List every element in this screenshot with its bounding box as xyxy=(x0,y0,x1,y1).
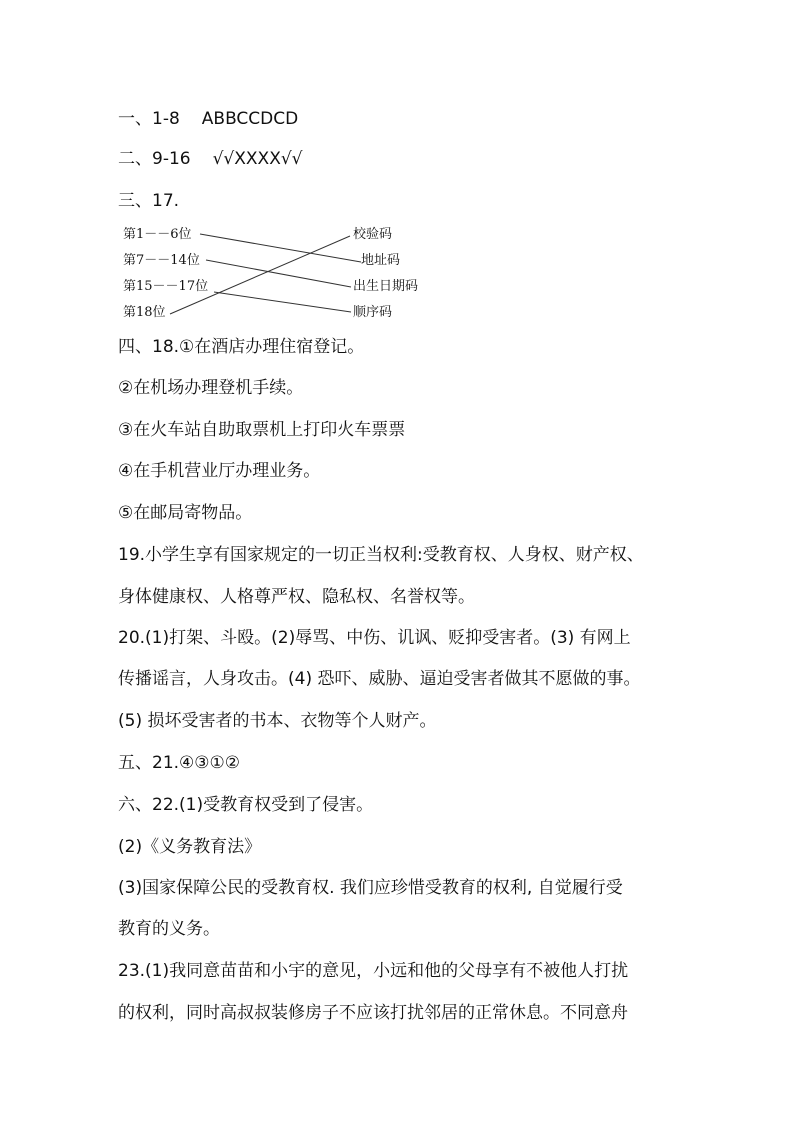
section-2-answers: √√XXXX√√ xyxy=(212,149,303,169)
section-2 xyxy=(118,148,303,170)
match-line-1 xyxy=(200,234,361,262)
q20-line-2: 传播谣言，人身攻击。(4) 恐吓、威胁、逼迫受害者做其不愿做的事。 xyxy=(118,669,641,689)
q22-line-1: 六、22.(1)受教育权受到了侵害。 xyxy=(118,795,374,815)
left-label-1: 第1－－6位 xyxy=(123,227,192,242)
left-label-2: 第7－－14位 xyxy=(123,253,200,268)
q18-line-2: ②在机场办理登机手续。 xyxy=(118,378,304,398)
matching-lines xyxy=(118,222,448,326)
q20-line-1: 20.(1)打架、斗殴。(2)辱骂、中伤、讥讽、贬抑受害者。(3) 有网上 xyxy=(118,628,631,648)
match-line-4 xyxy=(170,236,350,314)
q20-line-3: (5) 损坏受害者的书本、衣物等个人财产。 xyxy=(118,711,437,731)
q23-line-2: 的权利，同时高叔叔装修房子不应该打扰邻居的正常休息。不同意舟 xyxy=(118,1003,628,1023)
right-label-2: 地址码 xyxy=(361,253,401,268)
section-3-label: 三、17. xyxy=(118,191,180,211)
match-line-2 xyxy=(206,260,351,287)
q18-line-3: ③在火车站自助取票机上打印火车票票 xyxy=(118,420,406,440)
match-line-3 xyxy=(214,292,351,312)
left-label-3: 第15－－17位 xyxy=(123,279,209,294)
q18-line-1: 四、18.①在酒店办理住宿登记。 xyxy=(118,337,365,357)
q23-line-1: 23.(1)我同意苗苗和小宇的意见，小远和他的父母享有不被他人打扰 xyxy=(118,961,629,981)
right-label-1: 校验码 xyxy=(353,227,393,242)
q18-line-4: ④在手机营业厅办理业务。 xyxy=(118,461,321,481)
right-label-4: 顺序码 xyxy=(353,305,393,320)
q21-line: 五、21.④③①② xyxy=(118,753,240,773)
q22-line-4: 教育的义务。 xyxy=(118,919,220,939)
left-label-4: 第18位 xyxy=(123,305,166,320)
q22-line-3: (3)国家保障公民的受教育权. 我们应珍惜受教育的权利, 自觉履行受 xyxy=(118,878,623,898)
matching-diagram xyxy=(118,222,448,326)
right-label-3: 出生日期码 xyxy=(353,279,419,294)
q19-line-2: 身体健康权、人格尊严权、隐私权、名誉权等。 xyxy=(118,587,475,607)
section-2-label: 二、9-16 xyxy=(118,149,191,169)
section-1 xyxy=(118,108,298,130)
q19-line-1: 19.小学生享有国家规定的一切正当权利:受教育权、人身权、财产权、 xyxy=(118,545,644,565)
section-1-label: 一、1-8 xyxy=(118,109,180,129)
section-1-answers: ABBCCDCD xyxy=(201,109,299,129)
q18-line-5: ⑤在邮局寄物品。 xyxy=(118,503,253,523)
q22-line-2: (2)《义务教育法》 xyxy=(118,837,262,857)
